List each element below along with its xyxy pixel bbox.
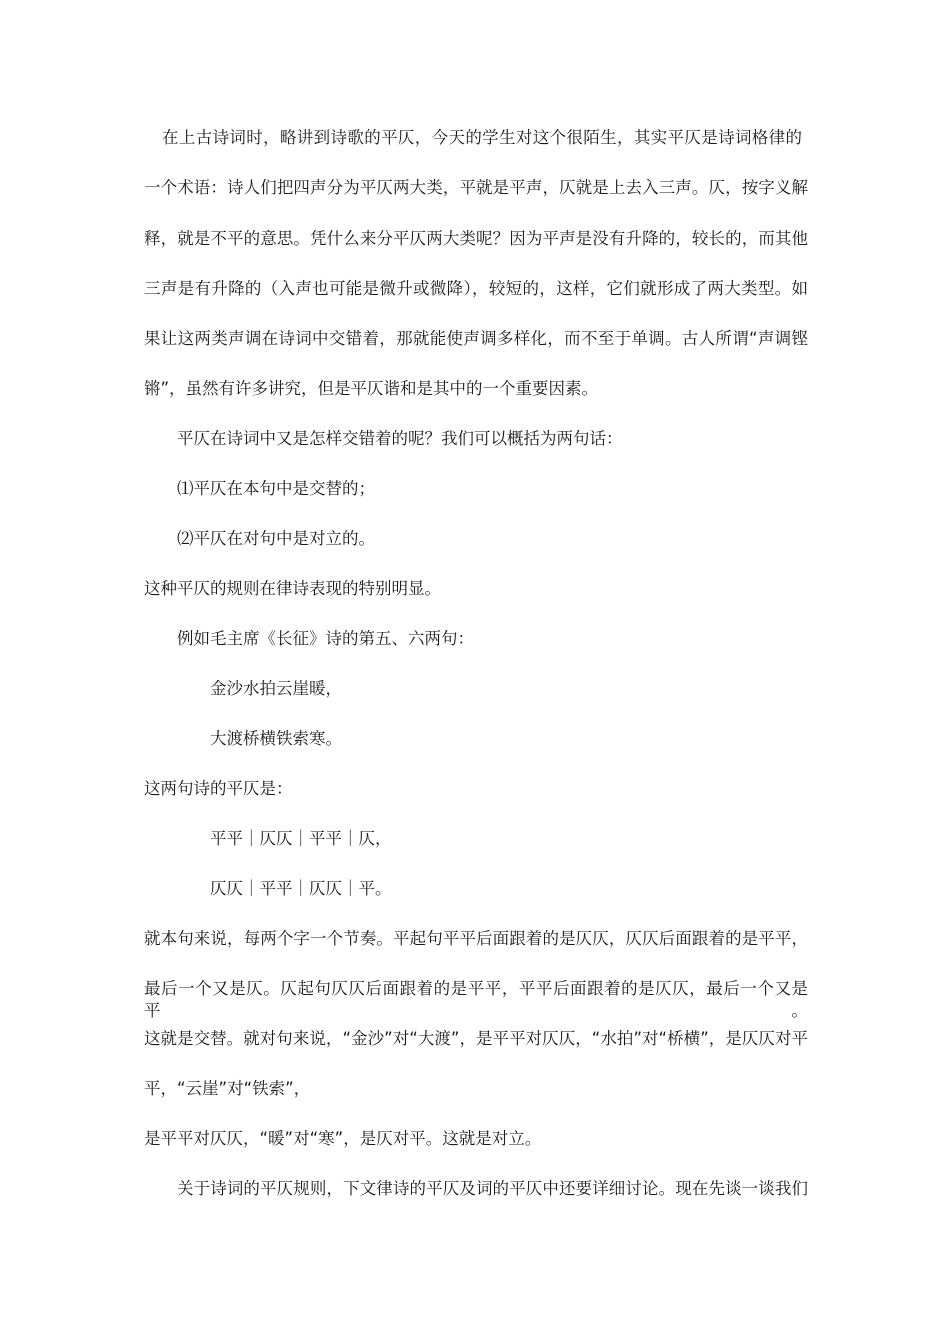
rule-item-2: ⑵平仄在对句中是对立的。	[177, 529, 375, 548]
paragraph-line-21: 是平平对仄仄，“暖”对“寒”，是仄对平。这就是对立。	[144, 1129, 542, 1148]
poem-line-1: 金沙水拍云崖暖，	[210, 679, 342, 698]
paragraph-line-22: 关于诗词的平仄规则，下文律诗的平仄及词的平仄中还要详细讨论。现在先谈一谈我们	[177, 1179, 808, 1198]
paragraph-line-6: 锵”，虽然有许多讲究，但是平仄谐和是其中的一个重要因素。	[144, 379, 599, 398]
paragraph-line-17: 就本句来说，每两个字一个节奏。平起句平平后面跟着的是仄仄，仄仄后面跟着的是平平，	[144, 929, 808, 948]
paragraph-line-10: 这种平仄的规则在律诗表现的特别明显。	[144, 579, 441, 598]
paragraph-line-1: 在上古诗词时，略讲到诗歌的平仄，今天的学生对这个很陌生，其实平仄是诗词格律的	[162, 128, 802, 147]
paragraph-line-18: 最后一个又是仄。仄起句仄仄后面跟着的是平平，平平后面跟着的是仄仄，最后一个又是平。	[144, 979, 808, 1020]
paragraph-line-7: 平仄在诗词中又是怎样交错着的呢？我们可以概括为两句话：	[177, 429, 623, 448]
poem-line-2: 大渡桥横铁索寒。	[210, 729, 342, 748]
paragraph-line-2: 一个术语：诗人们把四声分为平仄两大类，平就是平声，仄就是上去入三声。仄，按字义解	[144, 178, 808, 197]
tone-pattern-line-2: 仄仄｜平平｜仄仄｜平。	[210, 879, 392, 898]
paragraph-line-19: 这就是交替。就对句来说，“金沙”对“大渡”，是平平对仄仄，“水拍”对“桥横”，是仄仄对平	[144, 1029, 808, 1048]
tone-pattern-line-1: 平平｜仄仄｜平平｜仄，	[210, 829, 392, 848]
rule-item-1: ⑴平仄在本句中是交替的；	[177, 479, 375, 498]
paragraph-line-11: 例如毛主席《长征》诗的第五、六两句：	[177, 629, 474, 648]
paragraph-line-5: 果让这两类声调在诗词中交错着，那就能使声调多样化，而不至于单调。古人所谓“声调铿	[144, 329, 808, 348]
paragraph-line-20: 平，“云崖”对“铁索”，	[144, 1079, 311, 1098]
paragraph-line-4: 三声是有升降的（入声也可能是微升或微降），较短的，这样，它们就形成了两大类型。如	[144, 279, 808, 298]
paragraph-line-3: 释，就是不平的意思。凭什么来分平仄两大类呢？因为平声是没有升降的，较长的，而其他	[144, 229, 808, 248]
paragraph-line-14: 这两句诗的平仄是：	[144, 779, 293, 798]
